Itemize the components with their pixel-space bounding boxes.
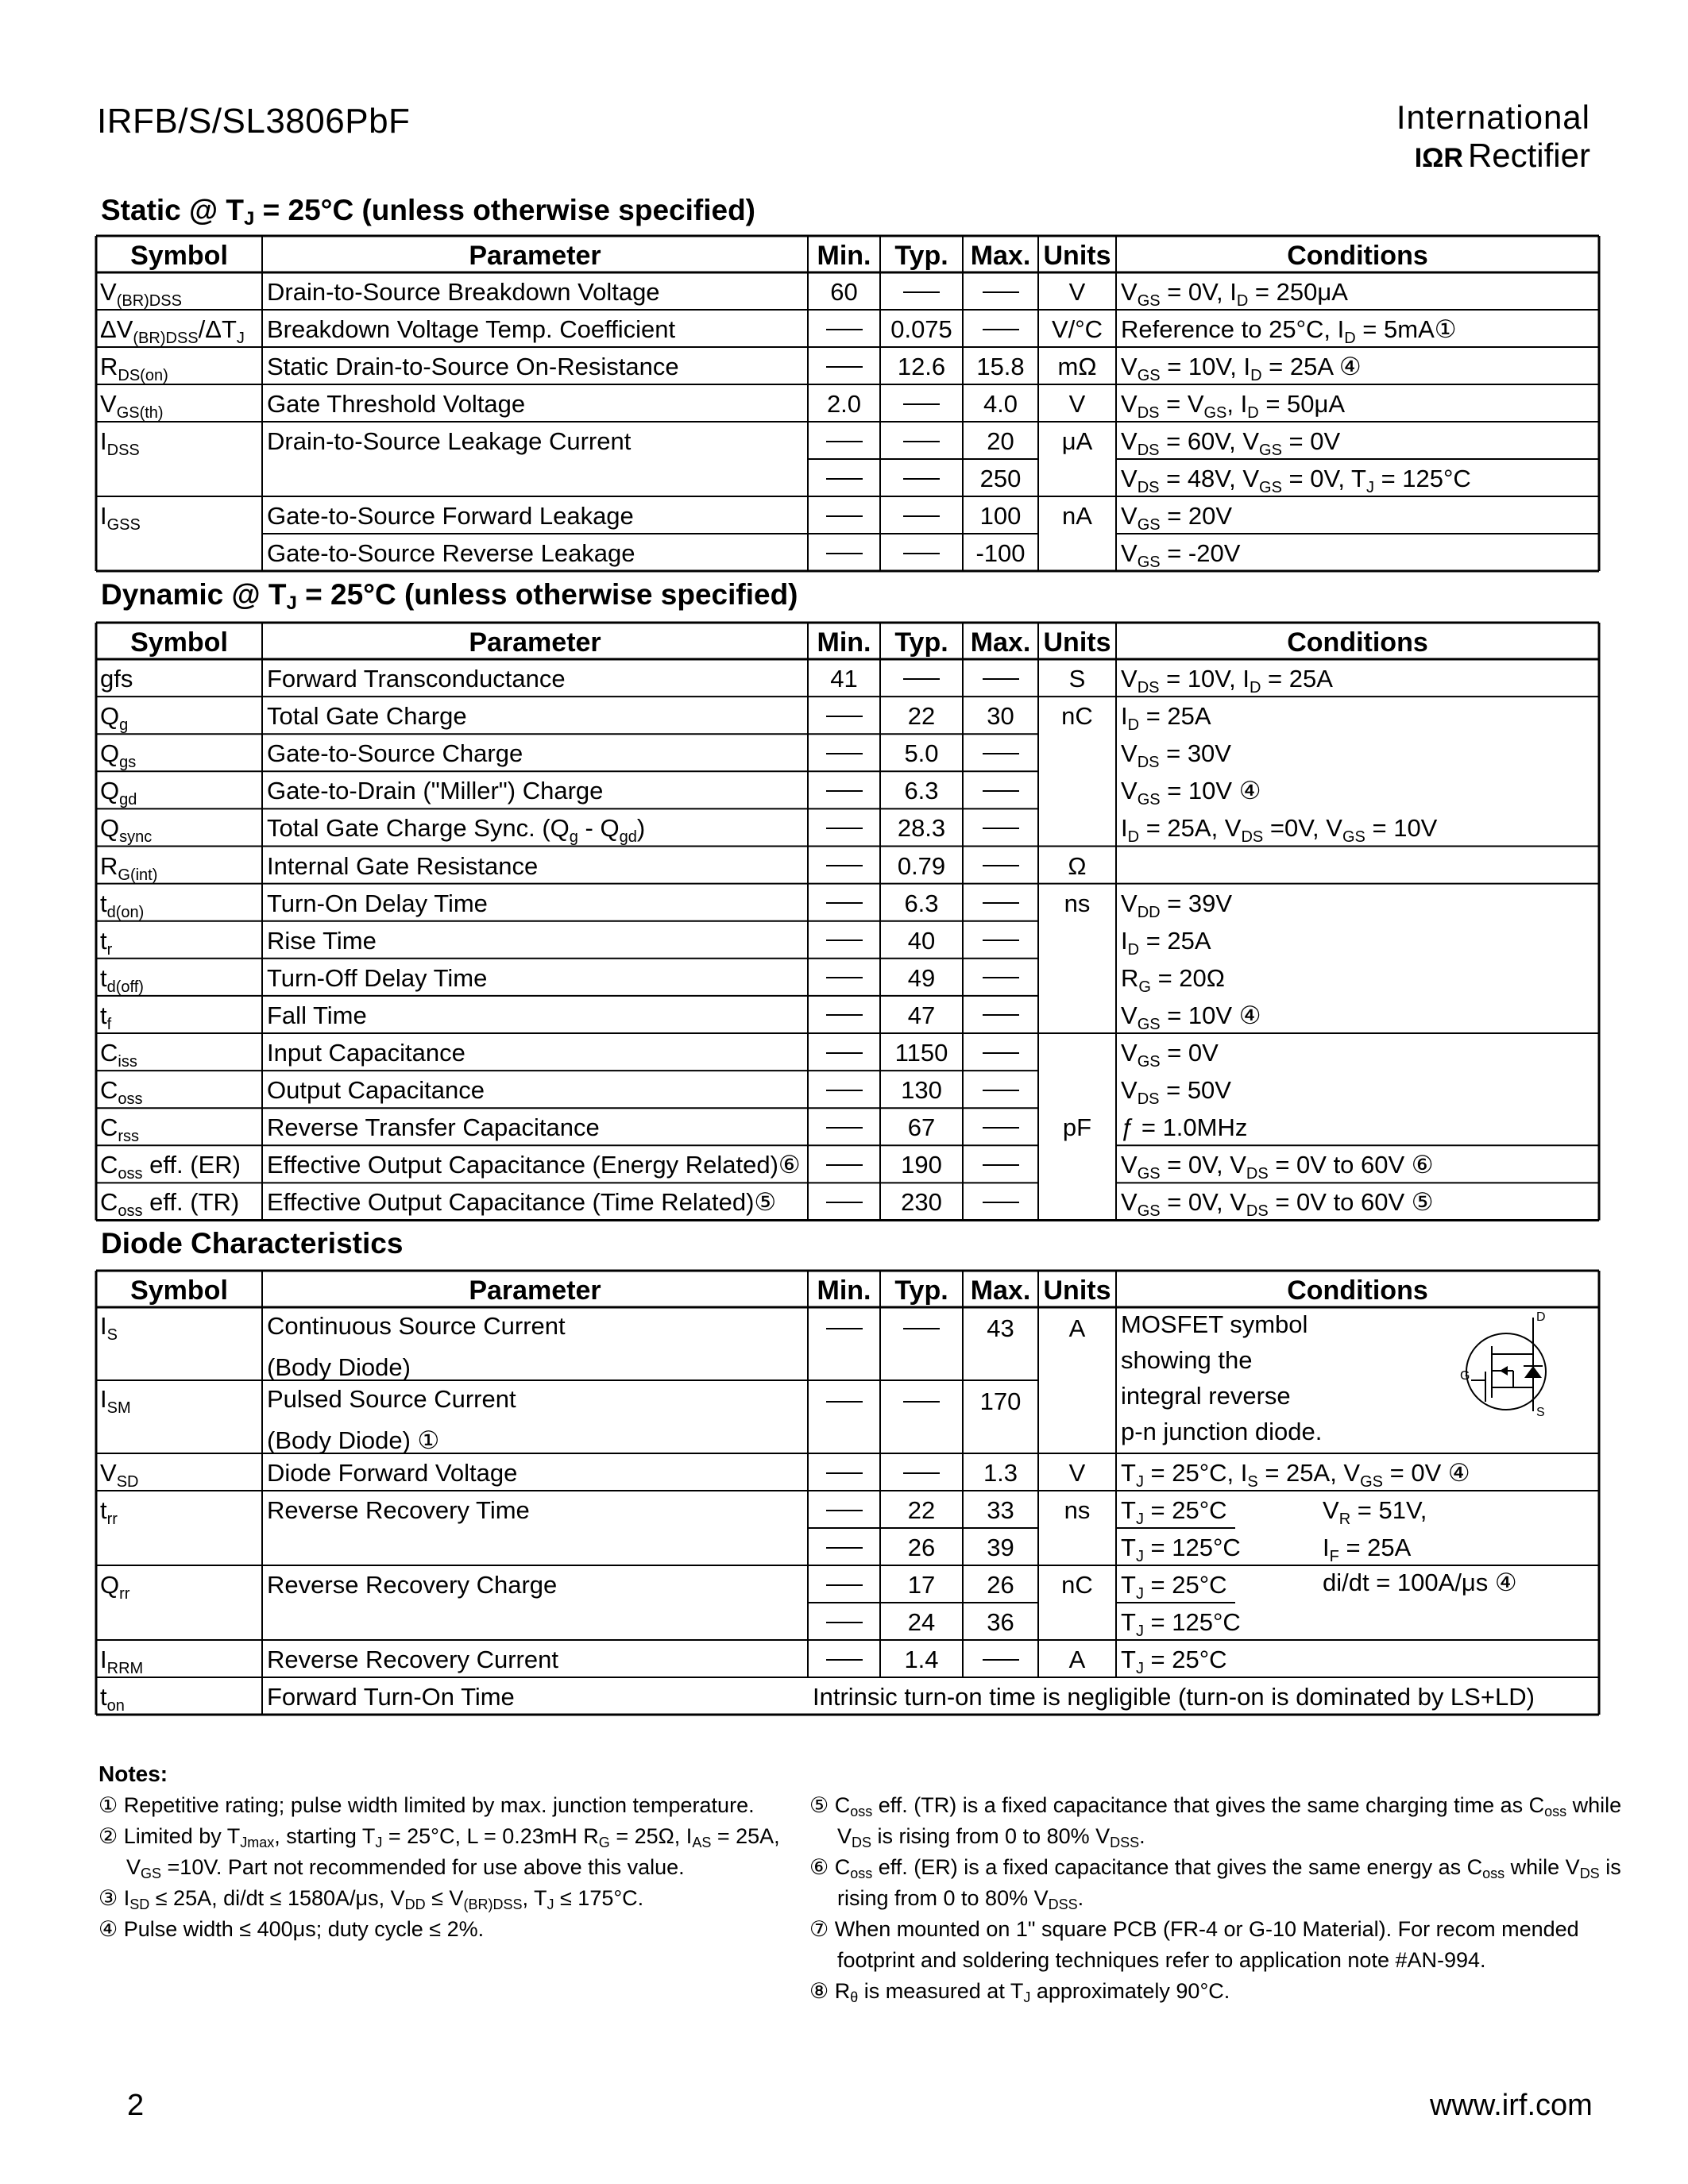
- parameter-name: Effective Output Capacitance (Time Related)⑤: [267, 1188, 777, 1217]
- value-units: A: [1068, 1646, 1086, 1673]
- symbol: $I_{DSS}$: [100, 427, 140, 459]
- col-header-max: Max.: [970, 241, 1031, 271]
- empty-value-dash: [983, 940, 1019, 941]
- value-typ: 28.3: [897, 814, 946, 843]
- value-typ: 0.075: [890, 315, 952, 343]
- symbol: $I_S$: [100, 1312, 118, 1344]
- empty-value-dash: [983, 329, 1019, 330]
- col-header-parameter: Parameter: [469, 1275, 601, 1306]
- condition-text: $V_{GS} = 10V$, $I_D = 25A$ ④: [1121, 353, 1362, 384]
- value-units: pF: [1062, 1113, 1092, 1142]
- empty-value-dash: [826, 716, 863, 717]
- condition-text: $V_{GS} = 10V$ ④: [1121, 777, 1261, 809]
- condition-text: $T_J = 125^\circ C$: [1121, 1608, 1241, 1640]
- value-max: 1.3: [983, 1459, 1018, 1487]
- condition-if: $I_F = 25A$: [1323, 1534, 1412, 1565]
- col-header-typ: Typ.: [894, 241, 948, 271]
- parameter-name: Gate-to-Source Charge: [267, 739, 523, 768]
- mosfet-symbol-caption: integral reverse: [1121, 1382, 1291, 1410]
- value-typ: 5.0: [904, 739, 939, 768]
- value-typ: 12.6: [897, 353, 946, 380]
- empty-value-dash: [826, 940, 863, 941]
- static-section-title: Static @ $T_J = 25^\circ C$ (unless otherwise specified): [101, 194, 756, 230]
- empty-value-dash: [826, 828, 863, 829]
- value-typ: 230: [901, 1188, 942, 1217]
- condition-didt: di/dt = 100A/μs ④: [1323, 1569, 1517, 1596]
- col-header-typ: Typ.: [894, 1275, 948, 1306]
- note-item: ② Limited by $T_{Jmax}$, starting $T_J = 25^\circ C$, L = 0.23mH $R_G = 25\Omega$, $I_{AS} = 25A$, $V_{GS} =10V$. Part not recommended for use above this value.: [98, 1824, 780, 1881]
- col-header-conditions: Conditions: [1287, 1275, 1428, 1306]
- parameter-name: Static Drain-to-Source On-Resistance: [267, 353, 679, 380]
- value-min: 41: [830, 665, 858, 693]
- value-units: nC: [1061, 702, 1093, 731]
- empty-value-dash: [983, 1052, 1019, 1054]
- empty-value-dash: [903, 1472, 940, 1474]
- parameter-name-line2: (Body Diode): [267, 1353, 411, 1381]
- symbol: gfs: [100, 665, 133, 693]
- col-header-symbol: Symbol: [130, 1275, 228, 1306]
- value-max: 250: [979, 465, 1022, 492]
- symbol: $C_{iss}$: [100, 1039, 137, 1071]
- empty-value-dash: [903, 478, 940, 480]
- symbol: $R_{DS(on)}$: [100, 353, 168, 384]
- value-typ: 49: [907, 963, 936, 992]
- footer-url[interactable]: www.irf.com: [1430, 2089, 1593, 2122]
- condition-text: $T_J = 25^\circ C$, $I_S = 25A$, $V_{GS} = 0V$ ④: [1121, 1459, 1470, 1491]
- empty-value-dash: [826, 1547, 863, 1549]
- value-typ: 67: [907, 1113, 936, 1142]
- empty-value-dash: [903, 1328, 940, 1329]
- logo-line1: International: [1396, 98, 1590, 136]
- parameter-name: Breakdown Voltage Temp. Coefficient: [267, 315, 676, 343]
- note-item: ④ Pulse width ≤ 400μs; duty cycle ≤ 2%.: [98, 1917, 485, 1941]
- condition-text: $T_J = 25^\circ C$: [1121, 1496, 1227, 1528]
- empty-value-dash: [826, 478, 863, 480]
- value-units: ns: [1064, 889, 1091, 917]
- mosfet-pin-label: D: [1536, 1310, 1546, 1324]
- symbol: $I_{GSS}$: [100, 502, 141, 534]
- condition-text: $V_{DS} = 50V$: [1121, 1076, 1231, 1109]
- value-max: 4.0: [983, 390, 1018, 418]
- condition-text: $V_{GS} = 0V$, $I_D = 250\mu A$: [1121, 278, 1348, 310]
- notes-title: Notes:: [98, 1761, 168, 1786]
- parameter-name: Drain-to-Source Leakage Current: [267, 427, 632, 455]
- value-max: 100: [979, 502, 1022, 530]
- parameter-name: Effective Output Capacitance (Energy Related)⑥: [267, 1151, 801, 1179]
- note-item: ⑦ When mounted on 1" square PCB (FR-4 or G-10 Material). For recom mended footprint and soldering techniques refer to application note #AN-994.: [809, 1917, 1579, 1972]
- parameter-name: Internal Gate Resistance: [267, 851, 539, 880]
- value-max: 15.8: [976, 353, 1025, 380]
- condition-text: $V_{DD} = 39V$: [1121, 889, 1233, 921]
- empty-value-dash: [826, 1090, 863, 1091]
- empty-value-dash: [826, 1584, 863, 1586]
- empty-value-dash: [826, 1401, 863, 1403]
- col-header-symbol: Symbol: [130, 241, 228, 271]
- value-max: 33: [987, 1496, 1014, 1524]
- value-max: -100: [975, 539, 1026, 567]
- empty-value-dash: [826, 977, 863, 978]
- symbol: $t_f$: [100, 1001, 112, 1033]
- symbol: $Q_g$: [100, 702, 129, 735]
- parameter-name: Continuous Source Current: [267, 1312, 566, 1340]
- note-item: ① Repetitive rating; pulse width limited by max. junction temperature.: [98, 1793, 755, 1817]
- symbol: $I_{RRM}$: [100, 1646, 144, 1677]
- condition-text: $T_J = 125^\circ C$: [1121, 1534, 1241, 1565]
- parameter-name: Pulsed Source Current: [267, 1385, 516, 1413]
- parameter-name: Total Gate Charge Sync. $(Q_g - Q_{gd})$: [267, 814, 646, 847]
- parameter-name: Gate-to-Source Reverse Leakage: [267, 539, 635, 567]
- value-units: V: [1068, 278, 1086, 306]
- condition-text: ƒ = 1.0MHz: [1121, 1113, 1248, 1142]
- condition-text: $I_D = 25A$: [1121, 926, 1211, 959]
- value-typ: 26: [907, 1534, 936, 1561]
- empty-value-dash: [903, 1401, 940, 1403]
- empty-value-dash: [826, 515, 863, 517]
- mosfet-symbol-caption: p-n junction diode.: [1121, 1418, 1323, 1445]
- empty-value-dash: [826, 1127, 863, 1129]
- parameter-name: Input Capacitance: [267, 1039, 465, 1067]
- symbol: $V_{SD}$: [100, 1459, 139, 1491]
- parameter-name: Gate Threshold Voltage: [267, 390, 526, 418]
- col-header-max: Max.: [970, 1275, 1031, 1306]
- empty-value-dash: [826, 1472, 863, 1474]
- parameter-name: Forward Transconductance: [267, 665, 566, 693]
- value-max: 36: [987, 1608, 1014, 1636]
- value-max: 20: [987, 427, 1014, 455]
- value-typ: 22: [907, 702, 936, 731]
- value-units: V: [1068, 390, 1086, 418]
- empty-value-dash: [983, 291, 1019, 293]
- mosfet-symbol-icon: [1466, 1318, 1546, 1411]
- empty-value-dash: [826, 753, 863, 754]
- parameter-name: Gate-to-Drain ("Miller") Charge: [267, 777, 604, 805]
- empty-value-dash: [903, 291, 940, 293]
- col-header-parameter: Parameter: [469, 241, 601, 271]
- symbol: $t_{d(off)}$: [100, 963, 144, 996]
- empty-value-dash: [826, 329, 863, 330]
- value-units: V/°C: [1051, 315, 1103, 343]
- condition-text: $I_D = 25A$, $V_{DS} =0V$, $V_{GS} = 10V$: [1121, 814, 1438, 847]
- empty-value-dash: [983, 902, 1019, 904]
- mosfet-symbol-caption: MOSFET symbol: [1121, 1310, 1308, 1338]
- parameter-name: Reverse Recovery Charge: [267, 1571, 558, 1599]
- col-header-typ: Typ.: [894, 627, 948, 658]
- symbol: $t_{d(on)}$: [100, 889, 145, 921]
- empty-value-dash: [826, 790, 863, 792]
- empty-value-dash: [826, 441, 863, 442]
- condition-text: $I_D = 25A$: [1121, 702, 1211, 735]
- parameter-name: Turn-On Delay Time: [267, 889, 488, 917]
- empty-value-dash: [983, 1202, 1019, 1203]
- condition-text: $V_{GS} = 0V$, $V_{DS} = 0V$ to 60V ⑤: [1121, 1188, 1434, 1221]
- parameter-name-line2: (Body Diode) ①: [267, 1426, 440, 1454]
- col-header-conditions: Conditions: [1287, 241, 1428, 271]
- value-min: 2.0: [826, 390, 862, 418]
- symbol: $Q_{gd}$: [100, 777, 137, 809]
- condition-text: $V_{DS} = 30V$: [1121, 739, 1231, 772]
- symbol: $\Delta V_{(BR)DSS}/\Delta T_J$: [100, 315, 245, 347]
- empty-value-dash: [826, 865, 863, 866]
- value-units: S: [1068, 665, 1086, 693]
- empty-value-dash: [983, 753, 1019, 754]
- value-typ: 22: [907, 1496, 936, 1524]
- empty-value-dash: [826, 1164, 863, 1166]
- parameter-name: Output Capacitance: [267, 1076, 485, 1105]
- parameter-name: Gate-to-Source Forward Leakage: [267, 502, 634, 530]
- col-header-min: Min.: [817, 627, 871, 658]
- col-header-symbol: Symbol: [130, 627, 228, 658]
- empty-value-dash: [983, 1164, 1019, 1166]
- value-typ: 6.3: [904, 777, 939, 805]
- empty-value-dash: [826, 1328, 863, 1329]
- condition-text: $V_{DS} = V_{GS}$, $I_D = 50\mu A$: [1121, 390, 1346, 422]
- empty-value-dash: [983, 828, 1019, 829]
- empty-value-dash: [826, 1659, 863, 1661]
- symbol: $Q_{sync}$: [100, 814, 153, 847]
- mosfet-pin-label: G: [1460, 1369, 1470, 1383]
- col-header-max: Max.: [970, 627, 1031, 658]
- value-min: 60: [830, 278, 858, 306]
- empty-value-dash: [983, 1090, 1019, 1091]
- diode-section-title: Diode Characteristics: [101, 1227, 404, 1260]
- symbol: $Q_{rr}$: [100, 1571, 130, 1603]
- notes-left-column: [98, 1790, 798, 1945]
- symbol: $I_{SM}$: [100, 1385, 131, 1417]
- note-item: ⑤ $C_{oss}$ eff. (TR) is a fixed capacitance that gives the same charging time as $C_{oss}$ while $V_{DS}$ is rising from 0 to 80% $V_{DSS}$.: [809, 1793, 1622, 1850]
- symbol: $C_{oss}$: [100, 1076, 143, 1109]
- note-item: ⑥ $C_{oss}$ eff. (ER) is a fixed capacitance that gives the same energy as $C_{oss}$ while $V_{DS}$ is rising from 0 to 80% $V_{DSS}$.: [809, 1855, 1621, 1912]
- empty-value-dash: [826, 1510, 863, 1511]
- value-typ: 190: [901, 1151, 942, 1179]
- value-max: 30: [987, 702, 1014, 731]
- condition-vr: $V_R = 51V$,: [1323, 1496, 1427, 1528]
- page-number: 2: [127, 2089, 145, 2122]
- part-number: IRFB/S/SL3806PbF: [97, 102, 411, 141]
- value-typ: 1.4: [904, 1646, 939, 1673]
- condition-text: $V_{GS} = 0V$, $V_{DS} = 0V$ to 60V ⑥: [1121, 1151, 1434, 1183]
- symbol: $C_{oss}$ eff. (ER): [100, 1151, 241, 1183]
- parameter-name: Rise Time: [267, 926, 377, 955]
- parameter-name: Reverse Recovery Current: [267, 1646, 558, 1673]
- empty-value-dash: [983, 865, 1019, 866]
- empty-value-dash: [983, 1659, 1019, 1661]
- value-typ: 130: [901, 1076, 942, 1105]
- symbol: $V_{GS(th)}$: [100, 390, 164, 422]
- empty-value-dash: [903, 403, 940, 405]
- notes: [98, 1758, 1632, 2005]
- parameter-name: Reverse Recovery Time: [267, 1496, 530, 1524]
- value-max: 26: [987, 1571, 1014, 1599]
- empty-value-dash: [826, 1622, 863, 1623]
- value-typ: 47: [907, 1001, 936, 1029]
- value-typ: 6.3: [904, 889, 939, 917]
- symbol: $C_{rss}$: [100, 1113, 140, 1146]
- condition-text: Reference to 25°C, $I_D$ = 5mA①: [1121, 315, 1457, 347]
- note-item: ⑧ $R_\theta$ is measured at $T_J$ approximately 90°C.: [809, 1979, 1230, 2005]
- mosfet-symbol-caption: showing the: [1121, 1346, 1253, 1374]
- symbol: $t_r$: [100, 926, 113, 959]
- col-header-min: Min.: [817, 1275, 871, 1306]
- ior-logo-mark: IΩR: [1414, 143, 1463, 173]
- parameter-name: Total Gate Charge: [267, 702, 467, 731]
- parameter-name: Forward Turn-On Time: [267, 1683, 515, 1711]
- symbol: $R_{G(int)}$: [100, 851, 158, 884]
- condition-text: $T_J = 25^\circ C$: [1121, 1646, 1227, 1677]
- empty-value-dash: [903, 441, 940, 442]
- logo-rectifier: Rectifier: [1467, 137, 1590, 174]
- symbol: $t_{rr}$: [100, 1496, 118, 1528]
- symbol: $V_{(BR)DSS}$: [100, 278, 182, 310]
- col-header-units: Units: [1043, 241, 1111, 271]
- symbol: $Q_{gs}$: [100, 739, 137, 772]
- turn-on-time-note: Intrinsic turn-on time is negligible (turn-on is dominated by LS+LD): [813, 1683, 1535, 1711]
- parameter-name: Drain-to-Source Breakdown Voltage: [267, 278, 660, 306]
- value-typ: 17: [907, 1571, 936, 1599]
- value-units: μA: [1061, 427, 1093, 455]
- value-max: 43: [987, 1314, 1014, 1342]
- col-header-conditions: Conditions: [1287, 627, 1428, 658]
- empty-value-dash: [903, 678, 940, 680]
- empty-value-dash: [903, 553, 940, 554]
- condition-text: $V_{DS} = 10V$, $I_D = 25A$: [1121, 665, 1333, 697]
- col-header-min: Min.: [817, 241, 871, 271]
- dynamic-section-title: Dynamic @ $T_J = 25^\circ C$ (unless otherwise specified): [101, 578, 798, 614]
- condition-text: $V_{DS} = 60V$, $V_{GS} = 0V$: [1121, 427, 1341, 459]
- empty-value-dash: [903, 515, 940, 517]
- value-units: V: [1068, 1459, 1086, 1487]
- parameter-name: Reverse Transfer Capacitance: [267, 1113, 600, 1142]
- value-units: nA: [1062, 502, 1092, 530]
- condition-text: $V_{GS} = -20V$: [1121, 539, 1241, 571]
- parameter-name: Diode Forward Voltage: [267, 1459, 518, 1487]
- value-units: nC: [1061, 1571, 1093, 1599]
- value-typ: 1150: [894, 1039, 948, 1067]
- empty-value-dash: [983, 790, 1019, 792]
- value-typ: 0.79: [897, 851, 946, 880]
- symbol: $t_{on}$: [100, 1683, 125, 1715]
- col-header-parameter: Parameter: [469, 627, 601, 658]
- parameter-name: Turn-Off Delay Time: [267, 963, 488, 992]
- empty-value-dash: [826, 902, 863, 904]
- value-units: mΩ: [1057, 353, 1097, 380]
- value-units: A: [1068, 1314, 1086, 1342]
- value-typ: 40: [907, 926, 936, 955]
- empty-value-dash: [983, 678, 1019, 680]
- empty-value-dash: [826, 1052, 863, 1054]
- note-item: ③ $I_{SD} \le 25A$, di/dt ≤ 1580A/μs, $V_{DD} \le V_{(BR)DSS}$, $T_J \le 175^\circ C$.: [98, 1886, 644, 1912]
- condition-text: $R_G = 20\Omega$: [1121, 963, 1225, 996]
- value-units: Ω: [1068, 851, 1087, 880]
- condition-text: $V_{GS} = 20V$: [1121, 502, 1233, 534]
- empty-value-dash: [826, 1014, 863, 1016]
- empty-value-dash: [826, 553, 863, 554]
- empty-value-dash: [983, 1014, 1019, 1016]
- symbol: $C_{oss}$ eff. (TR): [100, 1188, 240, 1221]
- condition-text: $V_{GS} = 10V$ ④: [1121, 1001, 1261, 1033]
- condition-text: $V_{GS} = 0V$: [1121, 1039, 1219, 1071]
- empty-value-dash: [983, 1127, 1019, 1129]
- value-typ: 24: [907, 1608, 936, 1636]
- parameter-name: Fall Time: [267, 1001, 367, 1029]
- empty-value-dash: [826, 366, 863, 368]
- col-header-units: Units: [1043, 627, 1111, 658]
- notes-right-column: [809, 1790, 1636, 2007]
- value-units: ns: [1064, 1496, 1091, 1524]
- condition-text: $T_J = 25^\circ C$: [1121, 1571, 1227, 1603]
- col-header-units: Units: [1043, 1275, 1111, 1306]
- mosfet-pin-label: S: [1536, 1406, 1545, 1419]
- value-max: 39: [987, 1534, 1014, 1561]
- empty-value-dash: [983, 977, 1019, 978]
- value-max: 170: [979, 1387, 1022, 1415]
- condition-text: $V_{DS} = 48V$, $V_{GS} = 0V$, $T_J = 125^\circ C$: [1121, 465, 1471, 496]
- empty-value-dash: [826, 1202, 863, 1203]
